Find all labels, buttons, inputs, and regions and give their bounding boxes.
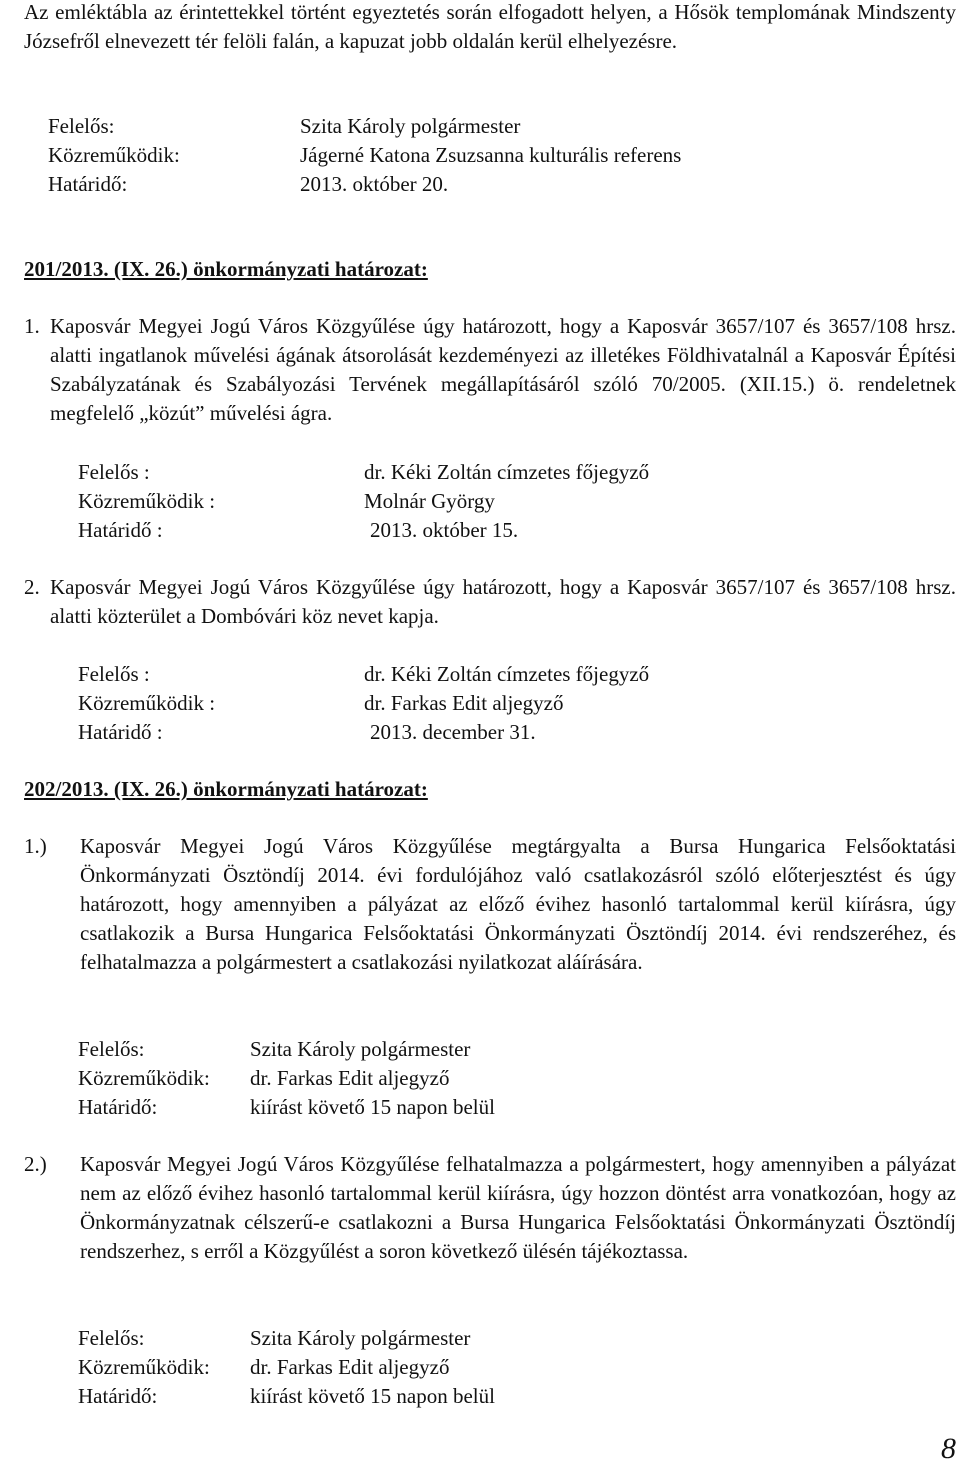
intro-paragraph: Az emléktábla az érintettekkel történt egyeztetés során elfogadott helyen, a Hősök templomának Mindszenty Józsefről elnevezett tér felöli falán, a kapuzat jobb oldalán kerül elhelyezésre.	[24, 0, 956, 53]
item-number: 1.	[24, 314, 40, 338]
deadline-label: Határidő:	[48, 172, 128, 196]
resolution-201-title: 201/2013. (IX. 26.) önkormányzati határozat:	[24, 257, 428, 281]
contributor-value: dr. Farkas Edit aljegyző	[364, 691, 564, 715]
deadline-value: kiírást követő 15 napon belül	[250, 1095, 495, 1119]
item-number: 2.)	[24, 1152, 47, 1176]
deadline-value: 2013. október 15.	[370, 518, 519, 542]
responsible-label: Felelős:	[78, 1037, 145, 1061]
item-text: Kaposvár Megyei Jogú Város Közgyűlése megtárgyalta a Bursa Hungarica Felsőoktatási Önkormányzati Ösztöndíj 2014. évi fordulójához való csatlakozásról szóló előterjesztést és úgy határozott, hogy amennyiben a pályázat az előző évihez hasonló tartalommal kerül kiírásra, úgy csatlakozik a Bursa Hungarica Felsőoktatási Önkormányzati Ösztöndíj 2014. évi rendszeréhez, és felhatalmazza a polgármestert a csatlakozási nyilatkozat aláírására.	[80, 834, 956, 974]
deadline-value: 2013. október 20.	[300, 172, 449, 196]
deadline-label: Határidő:	[78, 1384, 158, 1408]
item-number: 1.)	[24, 834, 47, 858]
deadline-value: kiírást követő 15 napon belül	[250, 1384, 495, 1408]
item-number: 2.	[24, 575, 40, 599]
deadline-label: Határidő :	[78, 720, 163, 744]
responsible-value: dr. Kéki Zoltán címzetes főjegyző	[364, 662, 650, 686]
contributor-label: Közreműködik:	[48, 143, 180, 167]
deadline-label: Határidő :	[78, 518, 163, 542]
responsible-label: Felelős :	[78, 662, 150, 686]
deadline-label: Határidő:	[78, 1095, 158, 1119]
item-text: Kaposvár Megyei Jogú Város Közgyűlése felhatalmazza a polgármestert, hogy amennyiben a pályázat nem az előző évihez hasonló tartalommal kerül kiírásra, úgy hozzon döntést arra vonatkozóan, hogy az Önkormányzatnak célszerű-e csatlakozni a Bursa Hungarica Felsőoktatási Önkormányzati Ösztöndíj rendszerhez, s erről a Közgyűlést a soron következő ülésén tájékoztassa.	[80, 1152, 956, 1263]
responsible-value: Szita Károly polgármester	[250, 1037, 471, 1061]
page-number: 8	[941, 1432, 956, 1465]
contributor-value: Molnár György	[364, 489, 495, 513]
item-text: Kaposvár Megyei Jogú Város Közgyűlése úgy határozott, hogy a Kaposvár 3657/107 és 3657/108 hrsz. alatti közterület a Dombóvári köz nevet kapja.	[50, 575, 956, 628]
contributor-label: Közreműködik :	[78, 691, 216, 715]
contributor-value: Jágerné Katona Zsuzsanna kulturális referens	[300, 143, 682, 167]
deadline-value: 2013. december 31.	[370, 720, 536, 744]
resolution-202-title: 202/2013. (IX. 26.) önkormányzati határozat:	[24, 777, 428, 801]
responsible-value: Szita Károly polgármester	[300, 114, 521, 138]
contributor-value: dr. Farkas Edit aljegyző	[250, 1066, 450, 1090]
contributor-value: dr. Farkas Edit aljegyző	[250, 1355, 450, 1379]
contributor-label: Közreműködik:	[78, 1355, 210, 1379]
responsible-label: Felelős :	[78, 460, 150, 484]
responsible-label: Felelős:	[78, 1326, 145, 1350]
responsible-value: dr. Kéki Zoltán címzetes főjegyző	[364, 460, 650, 484]
responsible-value: Szita Károly polgármester	[250, 1326, 471, 1350]
responsible-label: Felelős:	[48, 114, 115, 138]
item-text: Kaposvár Megyei Jogú Város Közgyűlése úgy határozott, hogy a Kaposvár 3657/107 és 3657/108 hrsz. alatti ingatlanok művelési ágának átsorolását kezdeményezi az illetékes Földhivatalnál a Kaposvár Építési Szabályzatának és Szabályozási Tervének megállapításáról szóló 70/2005. (XII.15.) ö. rendeletnek megfelelő „közút” művelési ágra.	[50, 314, 956, 425]
contributor-label: Közreműködik:	[78, 1066, 210, 1090]
contributor-label: Közreműködik :	[78, 489, 216, 513]
